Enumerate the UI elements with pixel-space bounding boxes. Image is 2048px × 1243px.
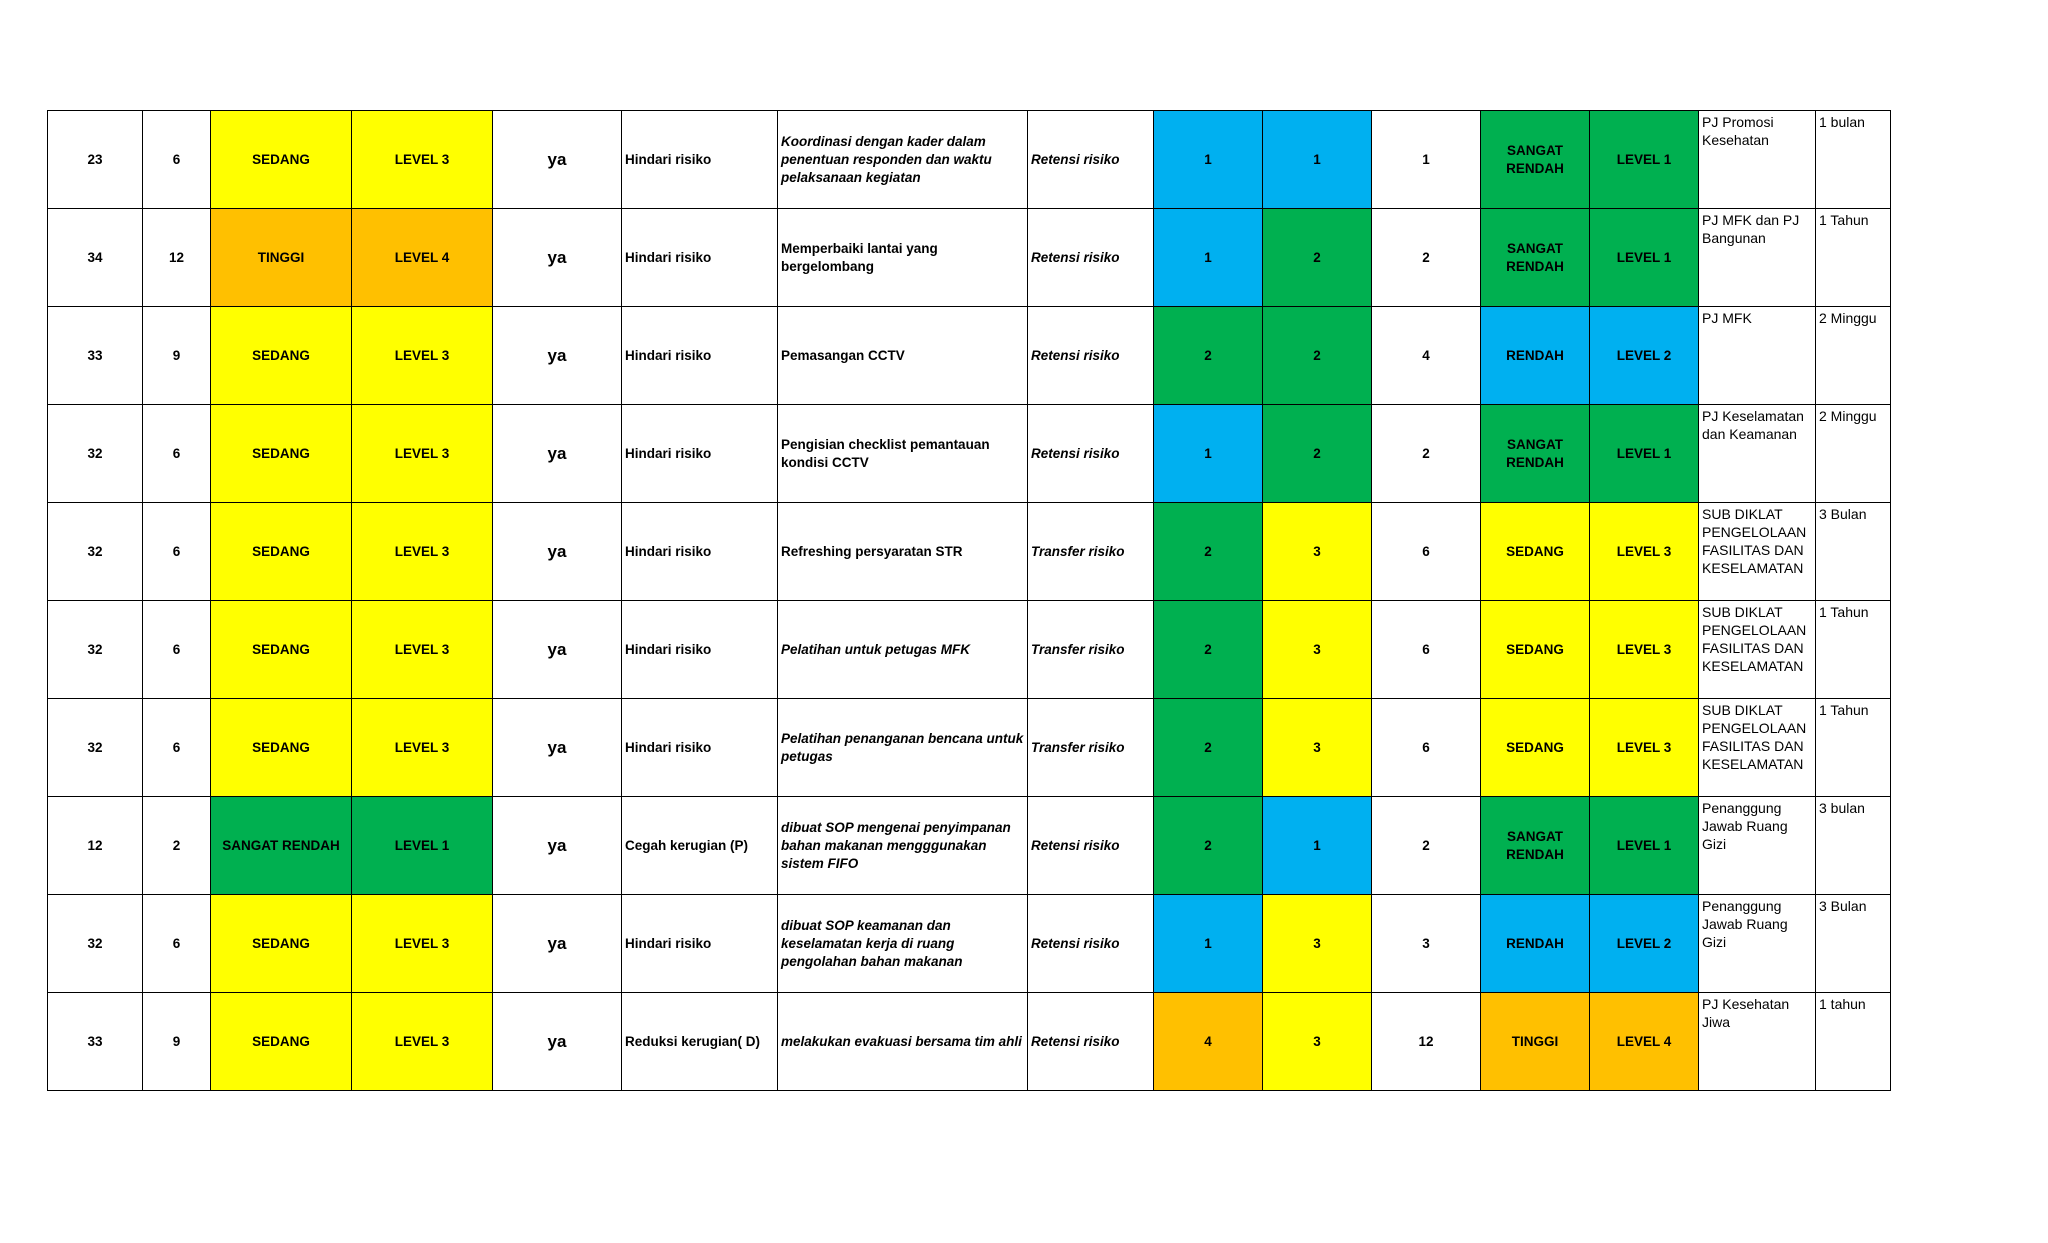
cell-risk-level: LEVEL 3 <box>352 307 493 405</box>
table-row <box>48 895 1891 993</box>
cell-risk-score: 6 <box>143 601 211 699</box>
cell-residual-score: 6 <box>1372 601 1481 699</box>
cell-risk-score: 2 <box>143 797 211 895</box>
cell-residual-level: LEVEL 3 <box>1590 699 1699 797</box>
cell-strategy: Reduksi kerugian( D) <box>622 993 778 1091</box>
table-row <box>48 503 1891 601</box>
cell-residual-level-text: RENDAH <box>1481 307 1590 405</box>
cell-risk-score: 12 <box>143 209 211 307</box>
cell-residual-level: LEVEL 3 <box>1590 601 1699 699</box>
cell-responsible: PJ MFK <box>1699 307 1816 405</box>
cell-accepted: ya <box>493 209 622 307</box>
cell-timeframe: 3 bulan <box>1816 797 1891 895</box>
cell-responsible: SUB DIKLAT PENGELOLAAN FASILITAS DAN KESELAMATAN <box>1699 601 1816 699</box>
cell-action: Pelatihan penanganan bencana untuk petugas <box>778 699 1028 797</box>
cell-handling: Retensi risiko <box>1028 993 1154 1091</box>
cell-strategy: Hindari risiko <box>622 699 778 797</box>
cell-action: melakukan evakuasi bersama tim ahli <box>778 993 1028 1091</box>
table-row <box>48 601 1891 699</box>
cell-risk-score: 6 <box>143 111 211 209</box>
cell-timeframe: 1 Tahun <box>1816 601 1891 699</box>
table-row <box>48 405 1891 503</box>
cell-strategy: Hindari risiko <box>622 209 778 307</box>
table-row <box>48 699 1891 797</box>
cell-impact: 3 <box>1263 503 1372 601</box>
cell-action: Pemasangan CCTV <box>778 307 1028 405</box>
cell-action: Pengisian checklist pemantauan kondisi CCTV <box>778 405 1028 503</box>
cell-risk-level-text: SEDANG <box>211 503 352 601</box>
cell-residual-level: LEVEL 3 <box>1590 503 1699 601</box>
cell-handling: Retensi risiko <box>1028 405 1154 503</box>
cell-residual-level: LEVEL 1 <box>1590 797 1699 895</box>
cell-timeframe: 3 Bulan <box>1816 503 1891 601</box>
cell-impact: 1 <box>1263 111 1372 209</box>
cell-strategy: Hindari risiko <box>622 307 778 405</box>
cell-residual-level: LEVEL 1 <box>1590 405 1699 503</box>
cell-residual-level-text: SEDANG <box>1481 699 1590 797</box>
cell-responsible: SUB DIKLAT PENGELOLAAN FASILITAS DAN KESELAMATAN <box>1699 503 1816 601</box>
cell-residual-score: 12 <box>1372 993 1481 1091</box>
cell-probability: 1 <box>1154 209 1263 307</box>
cell-responsible: PJ Keselamatan dan Keamanan <box>1699 405 1816 503</box>
cell-responsible: Penanggung Jawab Ruang Gizi <box>1699 895 1816 993</box>
cell-action: Memperbaiki lantai yang bergelombang <box>778 209 1028 307</box>
cell-strategy: Hindari risiko <box>622 503 778 601</box>
cell-residual-level-text: SANGAT RENDAH <box>1481 405 1590 503</box>
table-row <box>48 307 1891 405</box>
cell-probability: 1 <box>1154 111 1263 209</box>
cell-risk-level: LEVEL 4 <box>352 209 493 307</box>
cell-risk-level-text: SEDANG <box>211 993 352 1091</box>
cell-responsible: PJ MFK dan PJ Bangunan <box>1699 209 1816 307</box>
cell-residual-level: LEVEL 1 <box>1590 209 1699 307</box>
cell-handling: Retensi risiko <box>1028 797 1154 895</box>
table-row <box>48 111 1891 209</box>
cell-residual-level-text: RENDAH <box>1481 895 1590 993</box>
cell-accepted: ya <box>493 111 622 209</box>
table-row <box>48 993 1891 1091</box>
cell-action: dibuat SOP mengenai penyimpanan bahan makanan mengggunakan sistem FIFO <box>778 797 1028 895</box>
cell-residual-level: LEVEL 1 <box>1590 111 1699 209</box>
cell-handling: Transfer risiko <box>1028 601 1154 699</box>
cell-timeframe: 1 Tahun <box>1816 699 1891 797</box>
cell-probability: 2 <box>1154 307 1263 405</box>
cell-residual-score: 2 <box>1372 797 1481 895</box>
cell-handling: Retensi risiko <box>1028 111 1154 209</box>
cell-impact: 1 <box>1263 797 1372 895</box>
cell-responsible: PJ Promosi Kesehatan <box>1699 111 1816 209</box>
cell-timeframe: 3 Bulan <box>1816 895 1891 993</box>
cell-impact: 2 <box>1263 405 1372 503</box>
cell-risk-level-text: SEDANG <box>211 601 352 699</box>
cell-timeframe: 1 tahun <box>1816 993 1891 1091</box>
cell-risk-number: 32 <box>48 699 143 797</box>
cell-accepted: ya <box>493 993 622 1091</box>
cell-residual-level-text: SANGAT RENDAH <box>1481 111 1590 209</box>
cell-residual-level-text: SANGAT RENDAH <box>1481 209 1590 307</box>
cell-risk-score: 9 <box>143 993 211 1091</box>
cell-risk-score: 6 <box>143 405 211 503</box>
cell-action: dibuat SOP keamanan dan keselamatan kerja di ruang pengolahan bahan makanan <box>778 895 1028 993</box>
cell-risk-score: 6 <box>143 699 211 797</box>
cell-risk-score: 6 <box>143 895 211 993</box>
cell-risk-level-text: SEDANG <box>211 307 352 405</box>
cell-responsible: SUB DIKLAT PENGELOLAAN FASILITAS DAN KESELAMATAN <box>1699 699 1816 797</box>
cell-responsible: PJ Kesehatan Jiwa <box>1699 993 1816 1091</box>
table-body <box>48 111 1891 1091</box>
cell-residual-level: LEVEL 2 <box>1590 307 1699 405</box>
cell-probability: 2 <box>1154 503 1263 601</box>
cell-residual-level-text: TINGGI <box>1481 993 1590 1091</box>
cell-accepted: ya <box>493 797 622 895</box>
cell-accepted: ya <box>493 601 622 699</box>
cell-timeframe: 1 Tahun <box>1816 209 1891 307</box>
cell-risk-number: 12 <box>48 797 143 895</box>
cell-residual-score: 2 <box>1372 209 1481 307</box>
cell-residual-score: 3 <box>1372 895 1481 993</box>
cell-responsible: Penanggung Jawab Ruang Gizi <box>1699 797 1816 895</box>
cell-risk-number: 33 <box>48 993 143 1091</box>
cell-risk-level-text: SEDANG <box>211 895 352 993</box>
cell-accepted: ya <box>493 895 622 993</box>
cell-probability: 1 <box>1154 405 1263 503</box>
cell-risk-score: 6 <box>143 503 211 601</box>
cell-risk-level: LEVEL 3 <box>352 405 493 503</box>
cell-risk-level: LEVEL 3 <box>352 111 493 209</box>
cell-risk-level: LEVEL 3 <box>352 993 493 1091</box>
cell-probability: 4 <box>1154 993 1263 1091</box>
cell-probability: 2 <box>1154 601 1263 699</box>
cell-impact: 2 <box>1263 307 1372 405</box>
cell-impact: 3 <box>1263 699 1372 797</box>
cell-residual-level-text: SEDANG <box>1481 601 1590 699</box>
cell-residual-score: 6 <box>1372 503 1481 601</box>
cell-risk-level-text: TINGGI <box>211 209 352 307</box>
cell-timeframe: 1 bulan <box>1816 111 1891 209</box>
cell-risk-level-text: SEDANG <box>211 699 352 797</box>
cell-accepted: ya <box>493 307 622 405</box>
cell-risk-level-text: SEDANG <box>211 405 352 503</box>
cell-residual-level: LEVEL 4 <box>1590 993 1699 1091</box>
cell-handling: Retensi risiko <box>1028 209 1154 307</box>
cell-accepted: ya <box>493 699 622 797</box>
cell-risk-level: LEVEL 3 <box>352 601 493 699</box>
cell-risk-number: 32 <box>48 405 143 503</box>
cell-residual-level-text: SEDANG <box>1481 503 1590 601</box>
cell-handling: Transfer risiko <box>1028 503 1154 601</box>
risk-register-table <box>47 110 1891 1091</box>
cell-strategy: Cegah kerugian (P) <box>622 797 778 895</box>
cell-handling: Retensi risiko <box>1028 895 1154 993</box>
cell-strategy: Hindari risiko <box>622 895 778 993</box>
cell-accepted: ya <box>493 405 622 503</box>
cell-accepted: ya <box>493 503 622 601</box>
cell-strategy: Hindari risiko <box>622 111 778 209</box>
cell-risk-number: 32 <box>48 601 143 699</box>
cell-risk-level: LEVEL 3 <box>352 895 493 993</box>
cell-action: Refreshing persyaratan STR <box>778 503 1028 601</box>
cell-risk-level-text: SANGAT RENDAH <box>211 797 352 895</box>
cell-action: Koordinasi dengan kader dalam penentuan responden dan waktu pelaksanaan kegiatan <box>778 111 1028 209</box>
cell-timeframe: 2 Minggu <box>1816 405 1891 503</box>
cell-residual-score: 2 <box>1372 405 1481 503</box>
cell-impact: 3 <box>1263 993 1372 1091</box>
cell-residual-score: 1 <box>1372 111 1481 209</box>
cell-risk-number: 32 <box>48 895 143 993</box>
table-row <box>48 209 1891 307</box>
cell-risk-number: 32 <box>48 503 143 601</box>
cell-residual-level-text: SANGAT RENDAH <box>1481 797 1590 895</box>
cell-impact: 3 <box>1263 601 1372 699</box>
cell-impact: 2 <box>1263 209 1372 307</box>
cell-probability: 1 <box>1154 895 1263 993</box>
cell-risk-number: 23 <box>48 111 143 209</box>
cell-probability: 2 <box>1154 797 1263 895</box>
cell-strategy: Hindari risiko <box>622 601 778 699</box>
cell-risk-level: LEVEL 3 <box>352 503 493 601</box>
cell-strategy: Hindari risiko <box>622 405 778 503</box>
cell-risk-number: 33 <box>48 307 143 405</box>
cell-risk-level: LEVEL 1 <box>352 797 493 895</box>
cell-risk-level-text: SEDANG <box>211 111 352 209</box>
cell-action: Pelatihan untuk petugas MFK <box>778 601 1028 699</box>
table-row <box>48 797 1891 895</box>
cell-handling: Transfer risiko <box>1028 699 1154 797</box>
cell-handling: Retensi risiko <box>1028 307 1154 405</box>
cell-residual-score: 4 <box>1372 307 1481 405</box>
cell-impact: 3 <box>1263 895 1372 993</box>
cell-risk-level: LEVEL 3 <box>352 699 493 797</box>
cell-timeframe: 2 Minggu <box>1816 307 1891 405</box>
cell-residual-level: LEVEL 2 <box>1590 895 1699 993</box>
cell-residual-score: 6 <box>1372 699 1481 797</box>
cell-risk-score: 9 <box>143 307 211 405</box>
cell-risk-number: 34 <box>48 209 143 307</box>
cell-probability: 2 <box>1154 699 1263 797</box>
